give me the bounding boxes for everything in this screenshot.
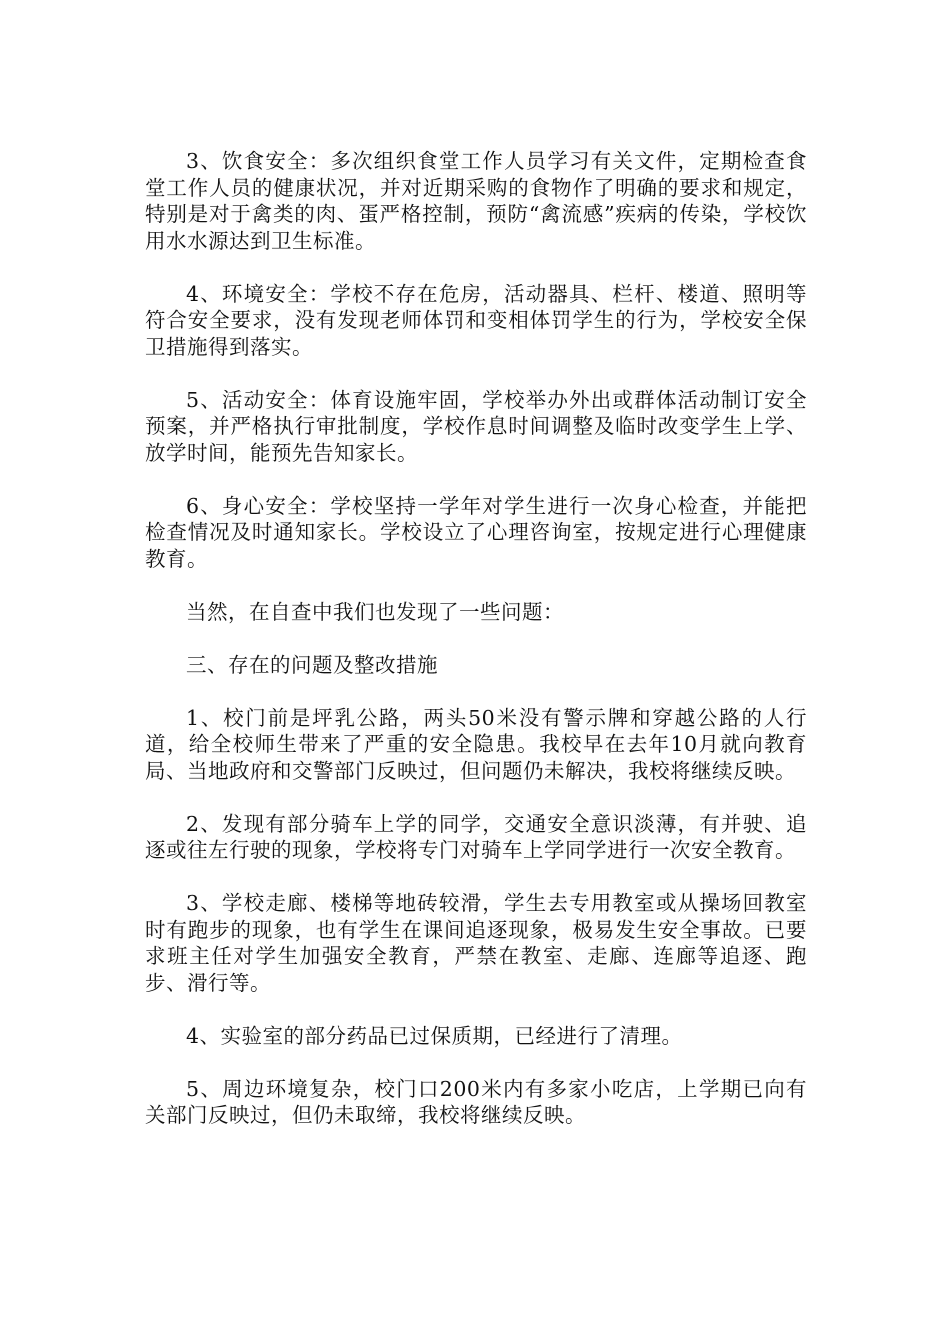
- paragraph-mental-safety: 6、身心安全：学校坚持一学年对学生进行一次身心检查，并能把检查情况及时通知家长。学校设立了心理咨询室，按规定进行心理健康教育。: [145, 493, 807, 571]
- paragraph-problem-5: 5、周边环境复杂，校门口200米内有多家小吃店，上学期已向有关部门反映过，但仍未取缔，我校将继续反映。: [145, 1076, 807, 1127]
- paragraph-activity-safety: 5、活动安全：体育设施牢固，学校举办外出或群体活动制订安全预案，并严格执行审批制度，学校作息时间调整及临时改变学生上学、放学时间，能预先告知家长。: [145, 387, 807, 465]
- paragraph-problem-1: 1、校门前是坪乳公路，两头50米没有警示牌和穿越公路的人行道，给全校师生带来了严重的安全隐患。我校早在去年10月就向教育局、当地政府和交警部门反映过，但问题仍未解决，我校将继续反映。: [145, 705, 807, 783]
- paragraph-problem-4: 4、实验室的部分药品已过保质期，已经进行了清理。: [186, 1023, 683, 1048]
- section-heading-problems: 三、存在的问题及整改措施: [186, 652, 438, 677]
- paragraph-problems-intro: 当然，在自查中我们也发现了一些问题：: [186, 599, 564, 624]
- paragraph-problem-3: 3、学校走廊、楼梯等地砖较滑，学生去专用教室或从操场回教室时有跑步的现象，也有学生在课间追逐现象，极易发生安全事故。已要求班主任对学生加强安全教育，严禁在教室、走廊、连廊等追逐、跑步、滑行等。: [145, 891, 807, 995]
- paragraph-problem-2: 2、发现有部分骑车上学的同学，交通安全意识淡薄，有并驶、追逐或往左行驶的现象，学校将专门对骑车上学同学进行一次安全教育。: [145, 811, 807, 862]
- paragraph-environment-safety: 4、环境安全：学校不存在危房，活动器具、栏杆、楼道、照明等符合安全要求，没有发现老师体罚和变相体罚学生的行为，学校安全保卫措施得到落实。: [145, 281, 807, 359]
- paragraph-food-safety: 3、饮食安全：多次组织食堂工作人员学习有关文件，定期检查食堂工作人员的健康状况，并对近期采购的食物作了明确的要求和规定，特别是对于禽类的肉、蛋严格控制，预防“禽流感”疾病的传染，学校饮用水水源达到卫生标准。: [145, 149, 807, 253]
- document-body: [145, 148, 807, 1155]
